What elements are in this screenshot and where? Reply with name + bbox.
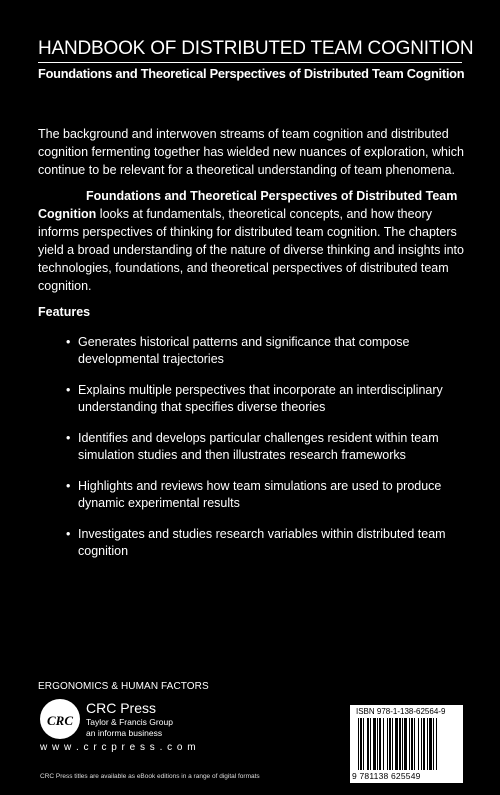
barcode-icon: [358, 718, 456, 770]
barcode-bar: [358, 718, 359, 770]
barcode-bar: [383, 718, 384, 770]
barcode-bar: [411, 718, 413, 770]
feature-item: [38, 526, 466, 560]
ebook-note: CRC Press titles are available as eBook editions in a range of digital formats: [40, 773, 260, 780]
barcode-bar: [387, 718, 388, 770]
barcode-bar: [399, 718, 401, 770]
feature-text: Investigates and studies research variables within distributed team cognition: [78, 527, 446, 558]
intro-paragraph: The background and interwoven streams of team cognition and distributed cognition fermenting together has wielded new nuances of exploration, which continue to be relevant for a theoretical understanding of team phenomena.: [38, 127, 464, 177]
feature-item: [38, 430, 466, 464]
barcode-bar: [389, 718, 391, 770]
feature-item: [38, 382, 466, 416]
barcode-bar: [377, 718, 378, 770]
barcode-bar: [418, 718, 419, 770]
barcode-bar: [370, 718, 371, 770]
title-divider: [38, 62, 462, 63]
description-paragraph: [38, 187, 466, 295]
barcode-bar: [373, 718, 376, 770]
bullet-icon: •: [66, 335, 71, 349]
barcode-bar: [402, 718, 403, 770]
features-list: [38, 334, 466, 574]
barcode-digits: 9 781138 625549: [352, 771, 421, 781]
barcode-bar: [367, 718, 369, 770]
barcode-bar: [392, 718, 393, 770]
features-heading: Features: [38, 305, 91, 319]
book-subtitle: Foundations and Theoretical Perspectives of Distributed Team Cognition: [38, 66, 465, 81]
feature-text: Highlights and reviews how team simulations are used to produce dynamic experimental results: [78, 479, 442, 510]
publisher-website: w w w . c r c p r e s s . c o m: [40, 742, 197, 753]
barcode-bar: [414, 718, 415, 770]
feature-item: [38, 478, 466, 512]
feature-text: Generates historical patterns and significance that compose developmental trajectories: [78, 335, 410, 366]
bullet-icon: •: [66, 479, 71, 493]
barcode-bar: [427, 718, 428, 770]
barcode-bar: [429, 718, 432, 770]
series-label: ERGONOMICS & HUMAN FACTORS: [38, 681, 209, 692]
barcode-bar: [360, 718, 362, 770]
feature-item: [38, 334, 466, 368]
barcode-bar: [409, 718, 410, 770]
crc-logo-text: CRC: [46, 713, 73, 728]
description-text: looks at fundamentals, theoretical concepts, and how theory informs perspectives of thinking for distributed team cognition. The chapters yield a broad understanding of the nature of diverse thinking and insights into technologies, foundations, and theoretical perspectives of distributed team cognition.: [38, 207, 464, 293]
barcode-bar: [363, 718, 364, 770]
barcode-bar: [395, 718, 398, 770]
barcode-bar: [423, 718, 425, 770]
bullet-icon: •: [66, 383, 71, 397]
isbn-label: ISBN 978-1-138-62564-9: [356, 707, 446, 716]
barcode-bar: [421, 718, 422, 770]
barcode-bar: [379, 718, 381, 770]
barcode-bar: [436, 718, 437, 770]
publisher-informa: an informa business: [86, 728, 163, 738]
publisher-group: Taylor & Francis Group: [86, 717, 173, 727]
barcode-bar: [404, 718, 407, 770]
feature-text: Explains multiple perspectives that incorporate an interdisciplinary understanding that specifies diverse theories: [78, 383, 443, 414]
bullet-icon: •: [66, 431, 71, 445]
description-book-title: Foundations and Theoretical Perspectives of Distributed Team Cognition: [38, 189, 458, 221]
publisher-name: CRC Press: [86, 700, 157, 716]
bullet-icon: •: [66, 527, 71, 541]
barcode-bar: [433, 718, 434, 770]
book-series-title: HANDBOOK OF DISTRIBUTED TEAM COGNITION: [38, 38, 474, 59]
feature-text: Identifies and develops particular challenges resident within team simulation studies and then illustrates research frameworks: [78, 431, 439, 462]
